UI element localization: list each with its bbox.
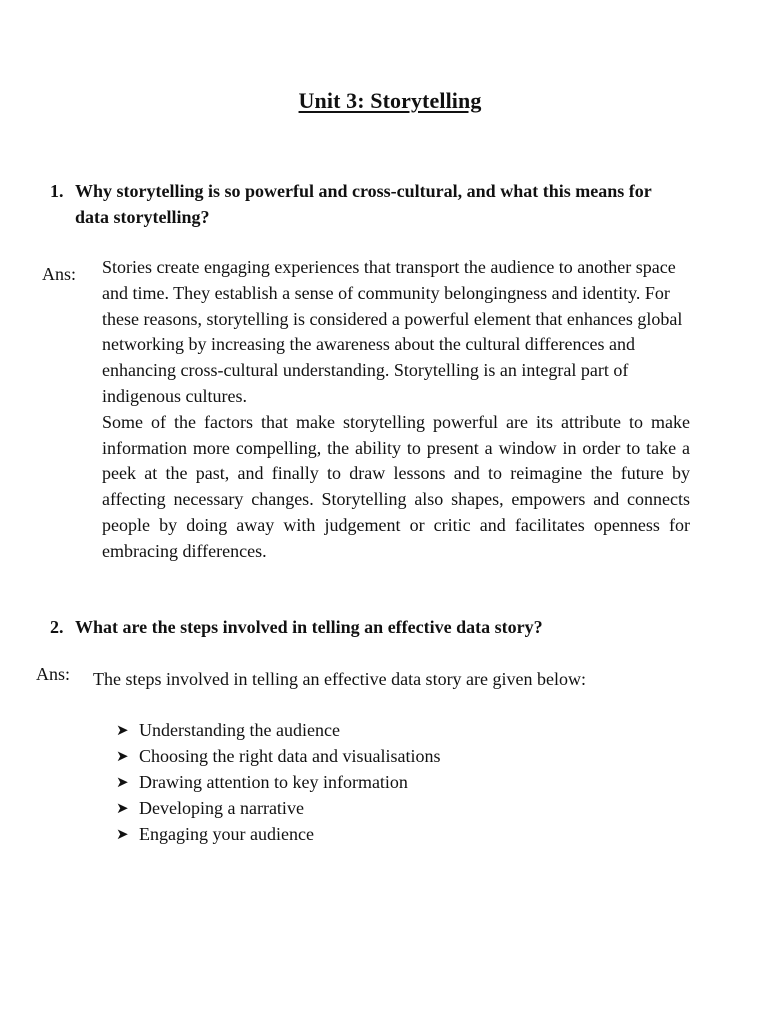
step-text: Choosing the right data and visualisations [139,746,441,766]
step-text: Developing a narrative [139,798,304,818]
arrowhead-bullet-icon: ➤ [116,773,129,791]
question-2 [50,614,675,640]
list-item [116,821,440,847]
question-1 [50,178,675,230]
arrowhead-bullet-icon: ➤ [116,825,129,843]
answer-2-intro: The steps involved in telling an effective data story are given below: [93,669,587,689]
answer-1-label: Ans: [42,264,77,284]
question-2-text: What are the steps involved in telling an effective data story? [75,617,543,637]
arrowhead-bullet-icon: ➤ [116,721,129,739]
answer-2-label: Ans: [36,664,71,684]
question-1-number: 1. [50,181,64,201]
steps-list [116,717,440,847]
arrowhead-bullet-icon: ➤ [116,747,129,765]
question-2-number: 2. [50,617,64,637]
step-text: Understanding the audience [139,720,340,740]
list-item [116,795,440,821]
answer-1-paragraph-1: Stories create engaging experiences that transport the audience to another space and time. They establish a sense of community belongingness and identity. For these reasons, storytelling is considered a powerful element that enhances global networking by increasing the awareness about the cultural differences and enhancing cross-cultural understanding. Storytelling is an integral part of indigenous cultures. [102,257,683,406]
list-item [116,743,440,769]
answer-1-paragraph-2: Some of the factors that make storytelling powerful are its attribute to make information more compelling, the ability to present a window in order to take a peek at the past, and finally to draw lessons and to reimagine the future by affecting necessary changes. Storytelling also shapes, empowers and connects people by doing away with judgement or critic and facilitates openness for embracing differences. [102,411,690,561]
question-1-text: Why storytelling is so powerful and cross-cultural, and what this means for data storytelling? [75,181,652,227]
step-text: Engaging your audience [139,824,314,844]
arrowhead-bullet-icon: ➤ [116,799,129,817]
answer-1-body [102,255,690,565]
list-item [116,769,440,795]
list-item [116,717,440,743]
page-title: Unit 3: Storytelling [298,88,482,113]
step-text: Drawing attention to key information [139,772,408,792]
